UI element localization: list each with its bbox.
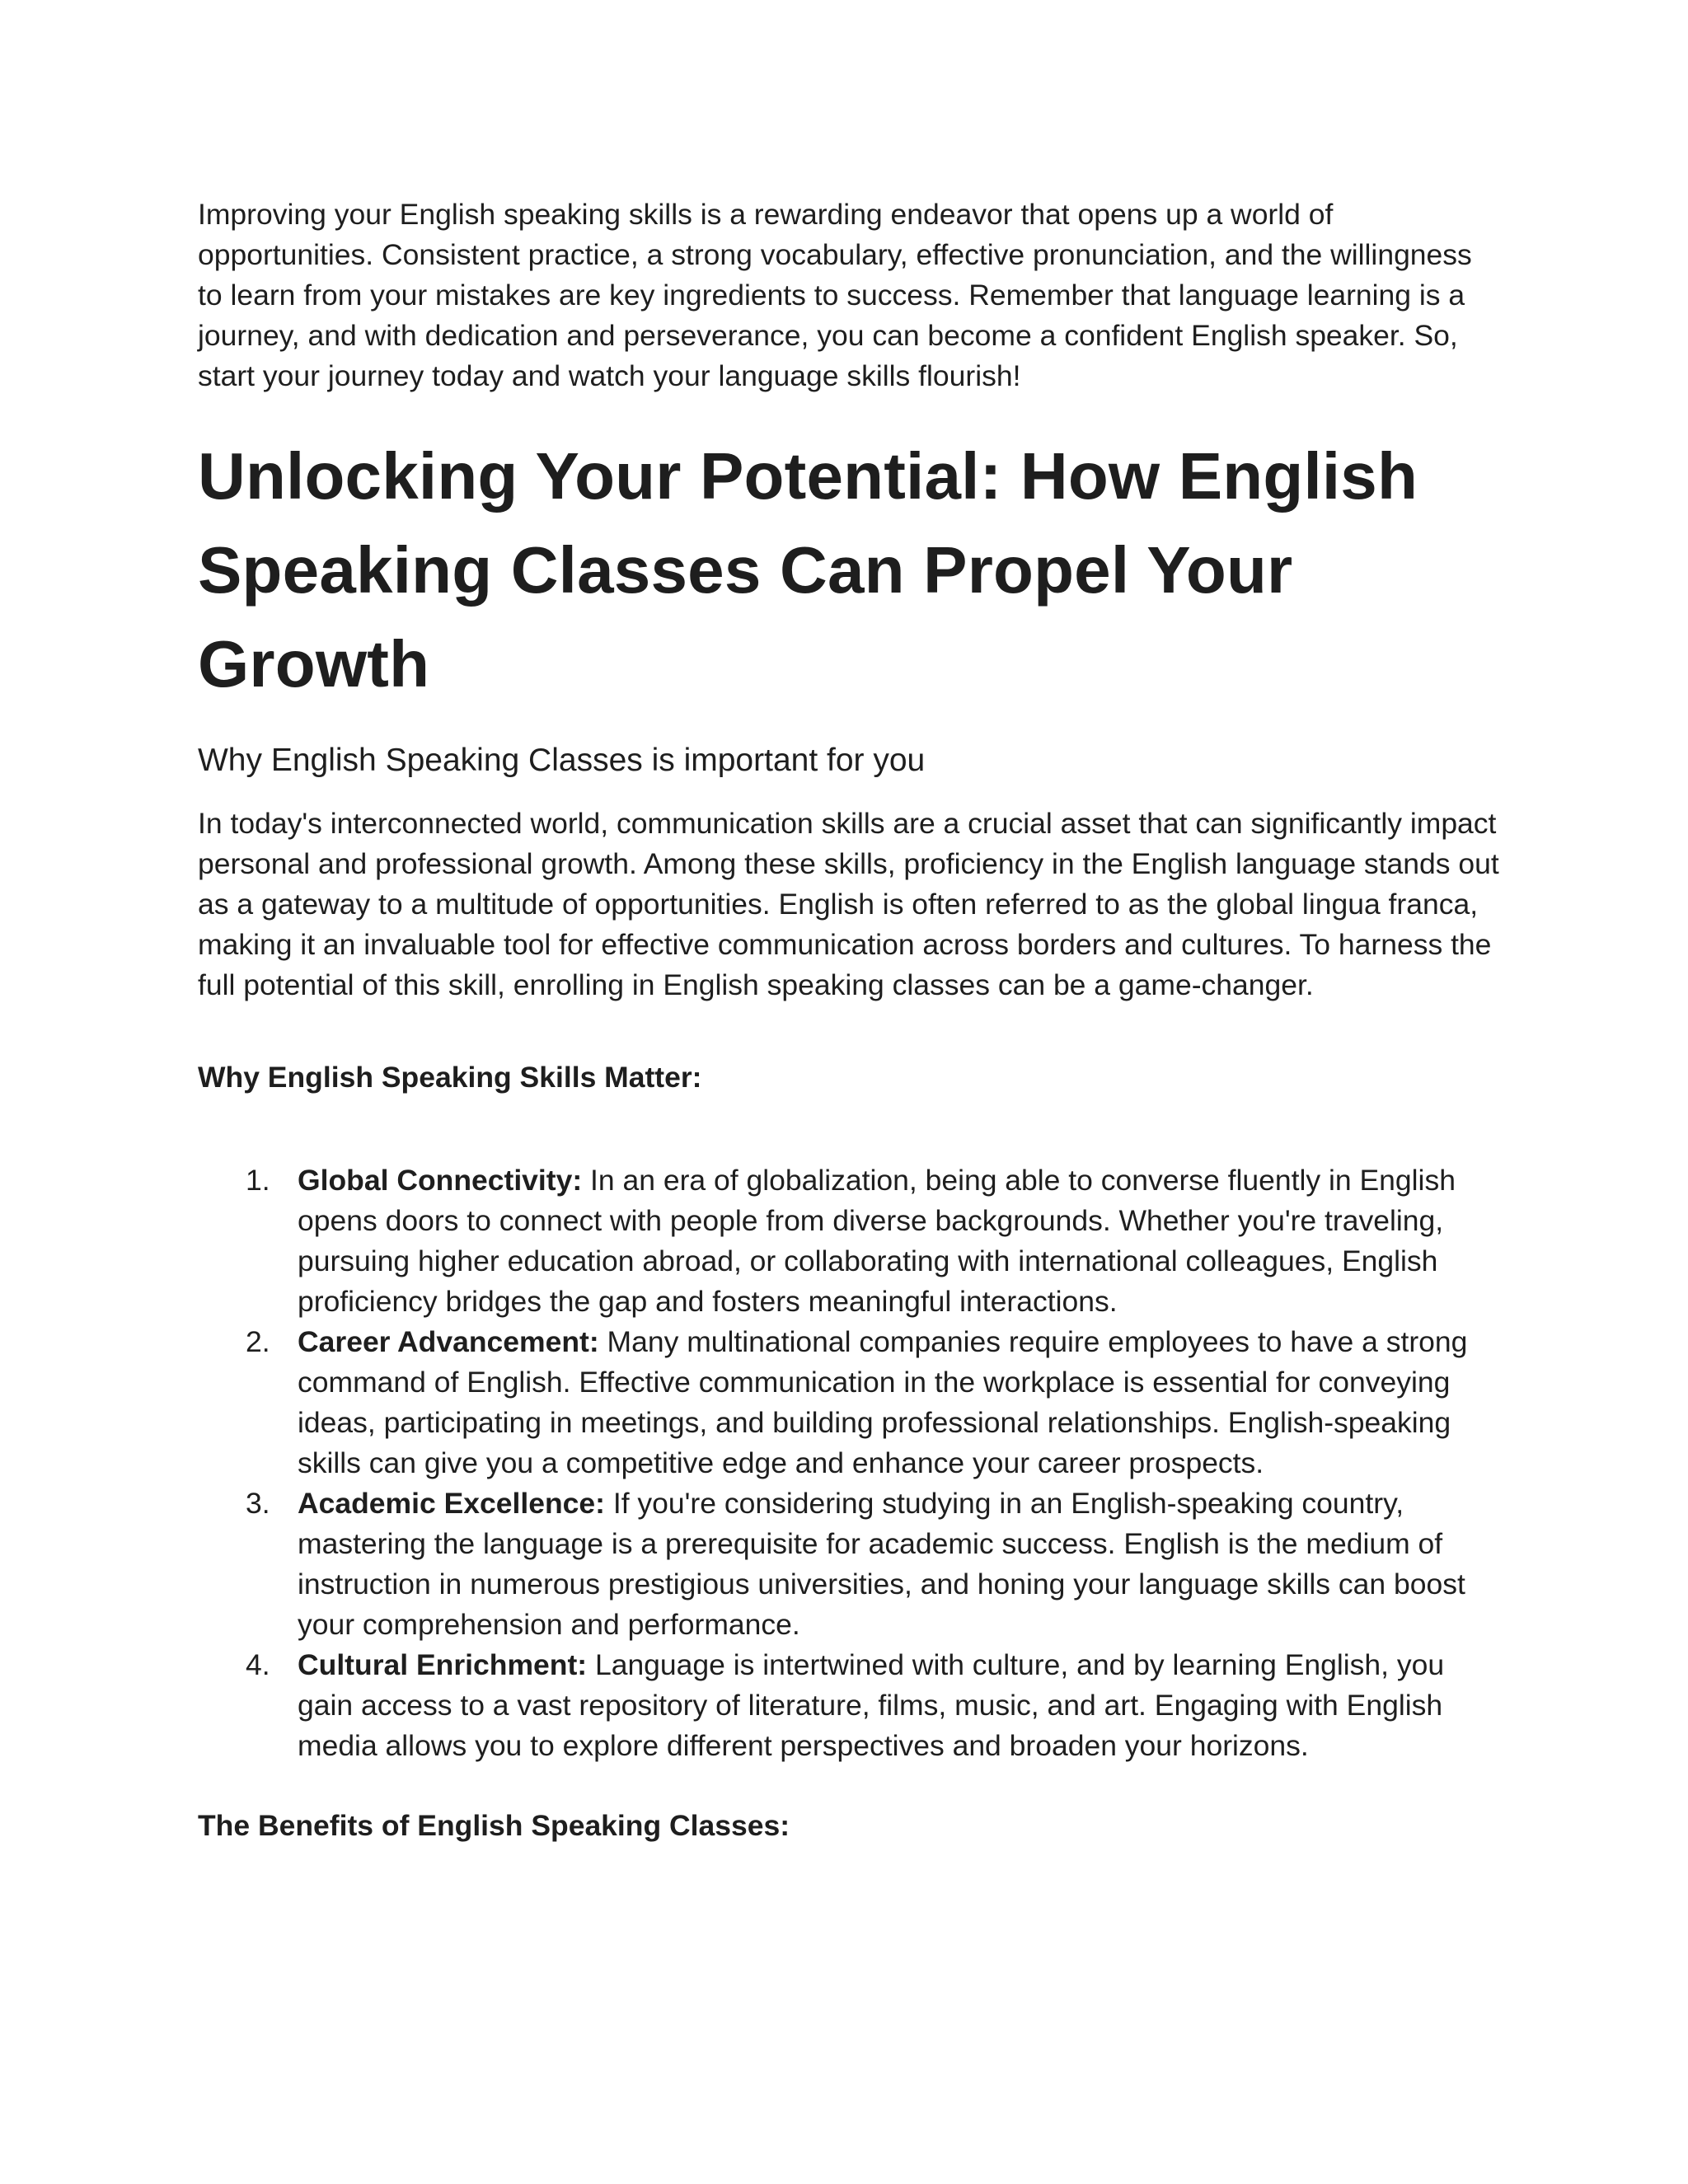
- list-item: [198, 1483, 1500, 1645]
- page-title: Unlocking Your Potential: How English Speaking Classes Can Propel Your Growth: [198, 439, 1418, 701]
- list-item-text: Language is intertwined with culture, and by learning English, you gain access to a vast repository of literature, films, music, and art. Engaging with English media allows you to explore different perspectives and broaden your horizons.: [298, 1648, 1445, 1762]
- list-item-number: 3.: [246, 1487, 270, 1520]
- subtitle: Why English Speaking Classes is important for you: [198, 743, 926, 778]
- body-paragraph: In today's interconnected world, communication skills are a crucial asset that can significantly impact personal and professional growth. Among these skills, proficiency in the English language stands out as a gateway to a multitude of opportunities. English is often referred to as the global lingua franca, making it an invaluable tool for effective communication across borders and cultures. To harness the full potential of this skill, enrolling in English speaking classes can be a game-changer.: [198, 807, 1499, 1001]
- list-item: [198, 1322, 1500, 1483]
- list-item-text: In an era of globalization, being able to converse fluently in English opens doors to connect with people from diverse backgrounds. Whether you're traveling, pursuing higher education abroad, or collaborating with international colleagues, English proficiency bridges the gap and fosters meaningful interactions.: [298, 1164, 1456, 1318]
- list-item-number: 1.: [246, 1164, 270, 1197]
- list-item-label: Global Connectivity:: [298, 1164, 583, 1197]
- list-item-label: Academic Excellence:: [298, 1487, 605, 1520]
- list-item-label: Cultural Enrichment:: [298, 1648, 588, 1681]
- document-page: [198, 194, 1500, 1846]
- section-heading-benefits: The Benefits of English Speaking Classes:: [198, 1809, 790, 1842]
- list-item-text: Many multinational companies require employees to have a strong command of English. Effective communication in the workplace is essential for conveying ideas, participating in meetings, and building professional relationships. English-speaking skills can give you a competitive edge and enhance your career prospects.: [298, 1325, 1468, 1479]
- list-item: [198, 1645, 1500, 1766]
- numbered-list: [198, 1160, 1500, 1766]
- list-item-number: 2.: [246, 1325, 270, 1358]
- list-item-label: Career Advancement:: [298, 1325, 599, 1358]
- intro-paragraph: Improving your English speaking skills is a rewarding endeavor that opens up a world of opportunities. Consistent practice, a strong vocabulary, effective pronunciation, and the willingness to learn from your mistakes are key ingredients to success. Remember that language learning is a journey, and with dedication and perseverance, you can become a confident English speaker. So, start your journey today and watch your language skills flourish!: [198, 198, 1472, 392]
- list-item: [198, 1160, 1500, 1322]
- section-heading-skills-matter: Why English Speaking Skills Matter:: [198, 1061, 702, 1094]
- list-item-text: If you're considering studying in an English-speaking country, mastering the language is a prerequisite for academic success. English is the medium of instruction in numerous prestigious universities, and honing your language skills can boost your comprehension and performance.: [298, 1487, 1465, 1641]
- list-item-number: 4.: [246, 1648, 270, 1681]
